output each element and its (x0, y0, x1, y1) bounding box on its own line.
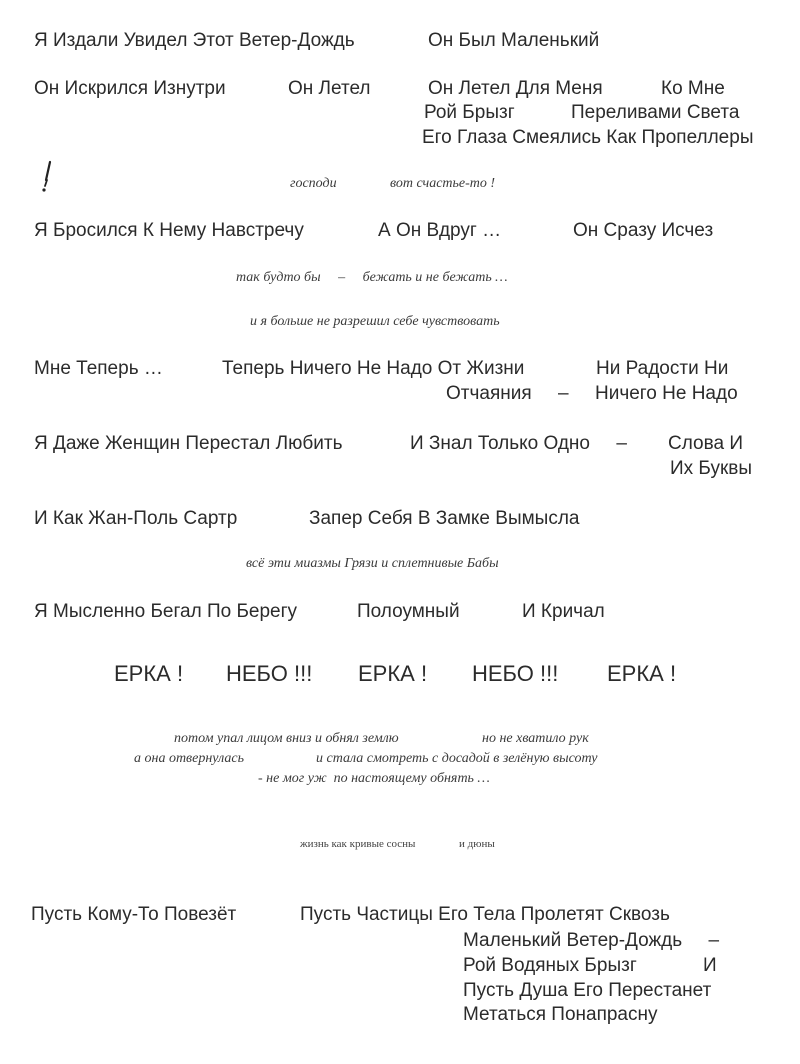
poem-line: Их Буквы (670, 458, 753, 479)
poem-line: Отчаяния – Ничего Не Надо (446, 383, 738, 404)
cry-word: НЕБО !!! (226, 661, 313, 686)
poem-line: Я Бросился К Нему Навстречу (34, 220, 304, 241)
poem-line: Теперь Ничего Не Надо От Жизни (222, 358, 525, 379)
poem-line: И Знал Только Одно – (410, 433, 627, 454)
poem-line: И Кричал (522, 601, 605, 622)
poem-line: Запер Себя В Замке Вымысла (309, 508, 580, 529)
small-line: так будто бы – бежать и не бежать … (236, 270, 508, 285)
poem-line: И Как Жан-Поль Сартр (34, 508, 238, 529)
poem-line: Полоумный (357, 601, 460, 622)
poem-line: Пусть Частицы Его Тела Пролетят Сквозь (300, 904, 670, 925)
poem-line: Он Был Маленький (428, 30, 600, 51)
small-line: вот счастье-то ! (390, 176, 496, 191)
small-line: а она отвернулась (134, 751, 244, 766)
tiny-line: жизнь как кривые сосны (300, 838, 416, 850)
poem-line: Метаться Понапрасну (463, 1004, 658, 1025)
small-line: господи (290, 176, 337, 191)
poem-line: Я Даже Женщин Перестал Любить (34, 433, 343, 454)
poem-line: Мне Теперь … (34, 358, 163, 379)
poem-line: Рой Брызг (424, 102, 515, 123)
poem-line: Его Глаза Смеялись Как Пропеллеры (422, 127, 754, 148)
poem-line: И (703, 955, 717, 976)
small-line: и стала смотреть с досадой в зелёную высоту (316, 751, 598, 766)
poem-line: Ни Радости Ни (596, 358, 729, 379)
poem-line: А Он Вдруг … (378, 220, 502, 241)
poem-line: Он Сразу Исчез (573, 220, 714, 241)
poem-line: Он Искрился Изнутри (34, 78, 226, 99)
poem-line: Рой Водяных Брызг (463, 955, 637, 976)
cry-word: НЕБО !!! (472, 661, 559, 686)
tiny-line: и дюны (459, 838, 495, 850)
poem-line: Я Мысленно Бегал По Берегу (34, 601, 298, 622)
cry-word: ЕРКА ! (358, 661, 428, 686)
poem-line: Пусть Душа Его Перестанет (463, 980, 712, 1001)
small-line: всё эти миазмы Грязи и сплетнивые Бабы (246, 556, 499, 571)
poem-line: Ко Мне (661, 78, 725, 99)
small-line: потом упал лицом вниз и обнял землю (174, 731, 399, 746)
poem-line: Он Летел (288, 78, 371, 99)
cry-word: ЕРКА ! (607, 661, 677, 686)
small-line: и я больше не разрешил себе чувствовать (250, 314, 500, 329)
poem-line: Слова И (668, 433, 743, 454)
poem-line: Пусть Кому-То Повезёт (31, 904, 237, 925)
poem-line: Маленький Ветер-Дождь – (463, 930, 720, 951)
ink-mark-icon (38, 160, 54, 194)
poem-line: Я Издали Увидел Этот Ветер-Дождь (34, 30, 355, 51)
cry-word: ЕРКА ! (114, 661, 184, 686)
small-line: - не мог уж по настоящему обнять … (258, 771, 490, 786)
poem-line: Он Летел Для Меня (428, 78, 603, 99)
small-line: но не хватило рук (482, 731, 589, 746)
poem-line: Переливами Света (571, 102, 740, 123)
